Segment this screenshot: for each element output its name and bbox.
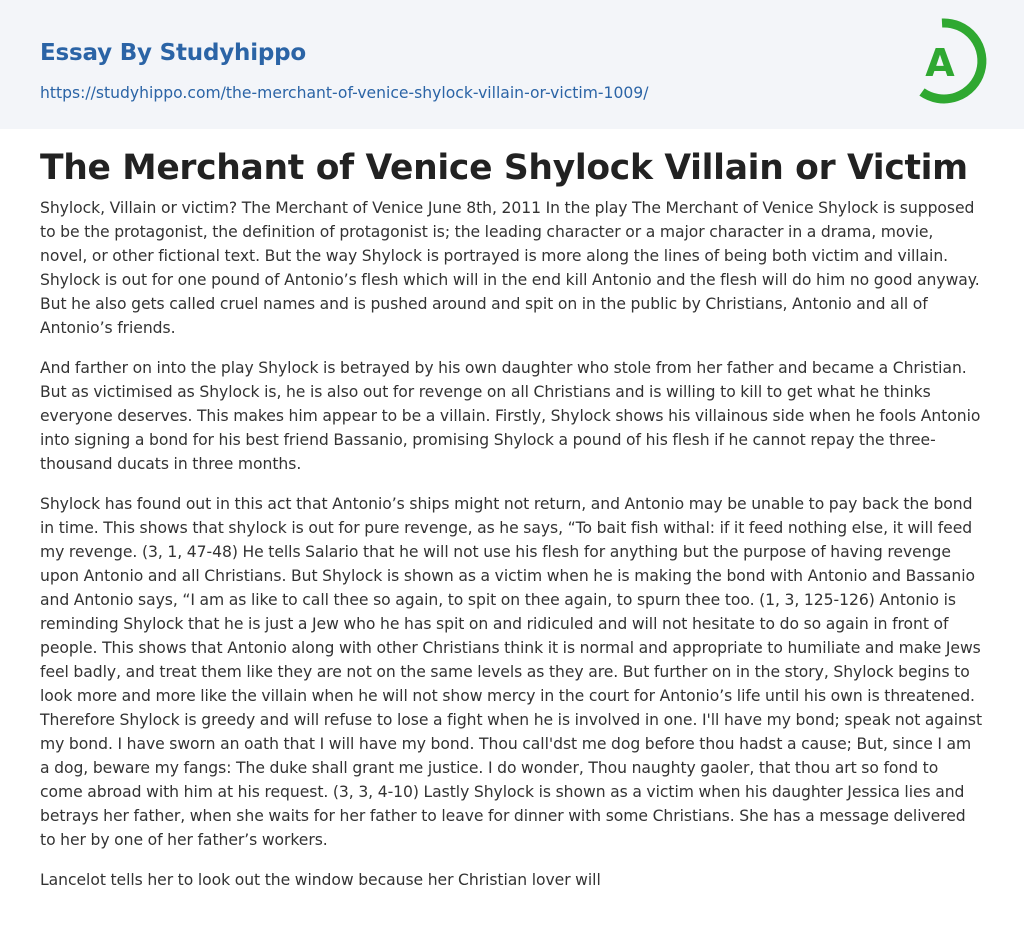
studyhippo-logo-icon[interactable] xyxy=(900,16,990,108)
paragraph-4: Lancelot tells her to look out the window because her Christian lover will xyxy=(40,871,601,889)
logo-letter: A xyxy=(925,41,955,85)
article xyxy=(40,140,984,908)
paragraph-2: And farther on into the play Shylock is betrayed by his own daughter who stole from her father and became a Christian. But as victimised as Shylock is, he is also out for revenge on all Christians and is willing to kill to get what he thinks everyone deserves. This makes him appear to be a villain. Firstly, Shylock shows his villainous side when he fools Antonio into signing a bond for his best friend Bassanio, promising Shylock a pound of his flesh if he cannot repay the three-thousand ducats in three months. xyxy=(40,359,981,473)
essay-url-link[interactable]: https://studyhippo.com/the-merchant-of-venice-shylock-villain-or-victim-1009/ xyxy=(40,84,649,102)
paragraph-1: Shylock, Villain or victim? The Merchant of Venice June 8th, 2011 In the play The Merchant of Venice Shylock is supposed to be the protagonist, the definition of protagonist is; the leading character or a major character in a drama, movie, novel, or other fictional text. But the way Shylock is portrayed is more along the lines of being both victim and villain. Shylock is out for one pound of Antonio’s flesh which will in the end kill Antonio and the flesh will do him no good anyway. But he also gets called cruel names and is pushed around and spit on in the public by Christians, Antonio and all of Antonio’s friends. xyxy=(40,199,980,337)
article-title: The Merchant of Venice Shylock Villain or Victim xyxy=(40,148,968,188)
article-body xyxy=(40,196,984,892)
site-brand[interactable]: Essay By Studyhippo xyxy=(40,40,307,66)
paragraph-3: Shylock has found out in this act that Antonio’s ships might not return, and Antonio may be unable to pay back the bond in time. This shows that shylock is out for pure revenge, as he says, “To bait fish withal: if it feed nothing else, it will feed my revenge. (3, 1, 47-48) He tells Salario that he will not use his flesh for anything but the purpose of having revenge upon Antonio and all Christians. But Shylock is shown as a victim when he is making the bond with Antonio and Bassanio and Antonio says, “I am as like to call thee so again, to spit on thee again, to spurn thee too. (1, 3, 125-126) Antonio is reminding Shylock that he is just a Jew who he has spit on and ridiculed and will not hesitate to do so again in front of people. This shows that Antonio along with other Christians think it is normal and appropriate to humiliate and make Jews feel badly, and treat them like they are not on the same levels as they are. But further on in the story, Shylock begins to look more and more like the villain when he will not show mercy in the court for Antonio’s life until his own is threatened. Therefore Shylock is greedy and will refuse to lose a fight when he is involved in one. I'll have my bond; speak not against my bond. I have sworn an oath that I will have my bond. Thou call'dst me dog before thou hadst a cause; But, since I am a dog, beware my fangs: The duke shall grant me justice. I do wonder, Thou naughty gaoler, that thou art so fond to come abroad with him at his request. (3, 3, 4-10) Lastly Shylock is shown as a victim when his daughter Jessica lies and betrays her father, when she waits for her father to leave for dinner with some Christians. She has a message delivered to her by one of her father’s workers. xyxy=(40,495,983,849)
site-header xyxy=(0,0,1024,129)
